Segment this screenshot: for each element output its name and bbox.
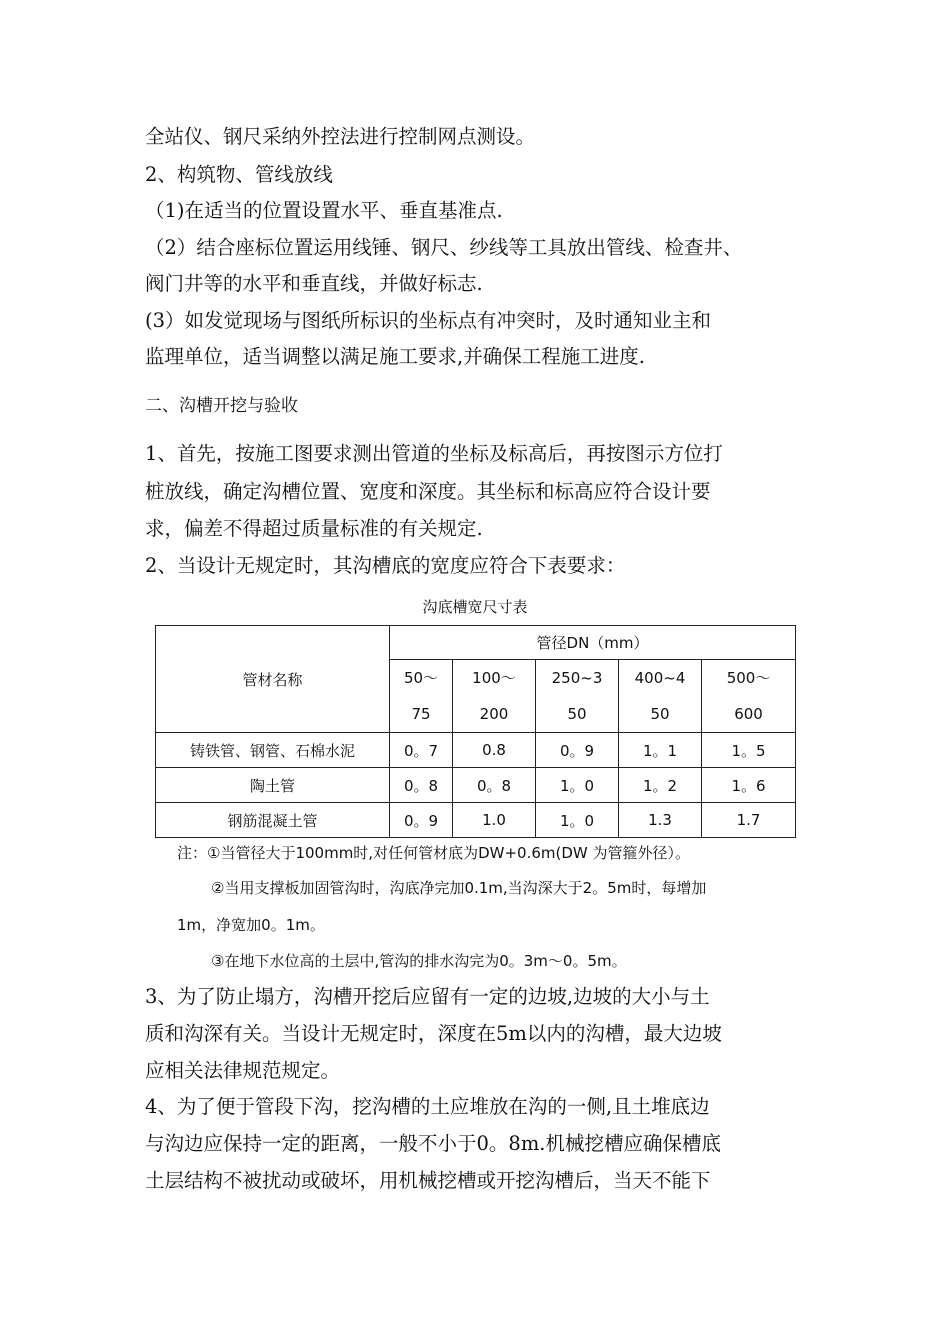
value-cell: 1。0	[536, 768, 619, 803]
paragraph-line: 应相关法律规范规定。	[145, 1059, 341, 1082]
paragraph-line: 监理单位，适当调整以满足施工要求,并确保工程施工进度.	[145, 345, 645, 368]
section-heading: 二、沟槽开挖与验收	[145, 396, 298, 416]
value-cell: 1。1	[619, 733, 702, 768]
material-cell: 陶土管	[156, 768, 390, 803]
table-note: 注：①当管径大于100mm时,对任何管材底为DW+0.6m(DW 为管箍外径）。	[177, 844, 690, 862]
paragraph-line: 与沟边应保持一定的距离，一般不小于0。8m.机械挖槽应确保槽底	[145, 1132, 722, 1155]
paragraph-line: (3）如发觉现场与图纸所标识的坐标点有冲突时，及时通知业主和	[145, 309, 712, 332]
value-cell: 1.0	[453, 803, 536, 838]
value-cell: 1.3	[619, 803, 702, 838]
table-row	[156, 733, 796, 768]
paragraph-line: 4、为了便于管段下沟，挖沟槽的土应堆放在沟的一侧,且土堆底边	[145, 1095, 710, 1118]
value-cell: 0。9	[536, 733, 619, 768]
value-cell: 0。7	[390, 733, 453, 768]
table-note: ③在地下水位高的土层中,管沟的排水沟完为0。3m～0。5m。	[211, 952, 627, 970]
value-cell: 0。9	[390, 803, 453, 838]
paragraph-line: 3、为了防止塌方，沟槽开挖后应留有一定的边坡,边坡的大小与土	[145, 985, 710, 1008]
diameter-range: 50～ 75	[390, 660, 453, 733]
paragraph-line: 2、构筑物、管线放线	[145, 163, 333, 186]
paragraph-line: 桩放线，确定沟槽位置、宽度和深度。其坐标和标高应符合设计要	[145, 480, 711, 503]
paragraph-line: 土层结构不被扰动或破坏，用机械挖槽或开挖沟槽后，当天不能下	[145, 1169, 711, 1192]
paragraph-line: 全站仪、钢尺采纳外控法进行控制网点测设。	[145, 125, 536, 148]
value-cell: 0。8	[453, 768, 536, 803]
paragraph-line: （2）结合座标位置运用线锤、钢尺、纱线等工具放出管线、检查井、	[145, 236, 743, 259]
value-cell: 1.7	[702, 803, 796, 838]
diameter-range: 400~4 50	[619, 660, 702, 733]
value-cell: 1。0	[536, 803, 619, 838]
table-row	[156, 768, 796, 803]
material-header: 管材名称	[156, 626, 390, 733]
value-cell: 1。2	[619, 768, 702, 803]
value-cell: 1。5	[702, 733, 796, 768]
table-note: ②当用支撑板加固管沟时，沟底净完加0.1m,当沟深大于2。5m时，每增加	[211, 879, 707, 897]
table-caption: 沟底槽宽尺寸表	[422, 598, 528, 616]
paragraph-line: 质和沟深有关。当设计无规定时，深度在5m以内的沟槽，最大边坡	[145, 1022, 722, 1045]
value-cell: 0。8	[390, 768, 453, 803]
paragraph-line: 1、首先，按施工图要求测出管道的坐标及标高后，再按图示方位打	[145, 442, 723, 465]
table-note: 1m，净宽加0。1m。	[177, 916, 325, 934]
paragraph-line: （1)在适当的位置设置水平、垂直基准点.	[145, 199, 503, 222]
value-cell: 1。6	[702, 768, 796, 803]
value-cell: 0.8	[453, 733, 536, 768]
paragraph-line: 阀门井等的水平和垂直线，并做好标志.	[145, 272, 483, 295]
paragraph-line: 求，偏差不得超过质量标准的有关规定.	[145, 517, 483, 540]
diameter-range: 100～ 200	[453, 660, 536, 733]
material-cell: 铸铁管、钢管、石棉水泥	[156, 733, 390, 768]
trench-width-table	[155, 625, 796, 838]
table-row	[156, 803, 796, 838]
diameter-header: 管径DN（mm）	[390, 626, 796, 660]
diameter-range: 250~3 50	[536, 660, 619, 733]
paragraph-line: 2、当设计无规定时，其沟槽底的宽度应符合下表要求：	[145, 554, 626, 577]
table-header-row	[156, 626, 796, 660]
material-cell: 钢筋混凝土管	[156, 803, 390, 838]
diameter-range: 500～ 600	[702, 660, 796, 733]
